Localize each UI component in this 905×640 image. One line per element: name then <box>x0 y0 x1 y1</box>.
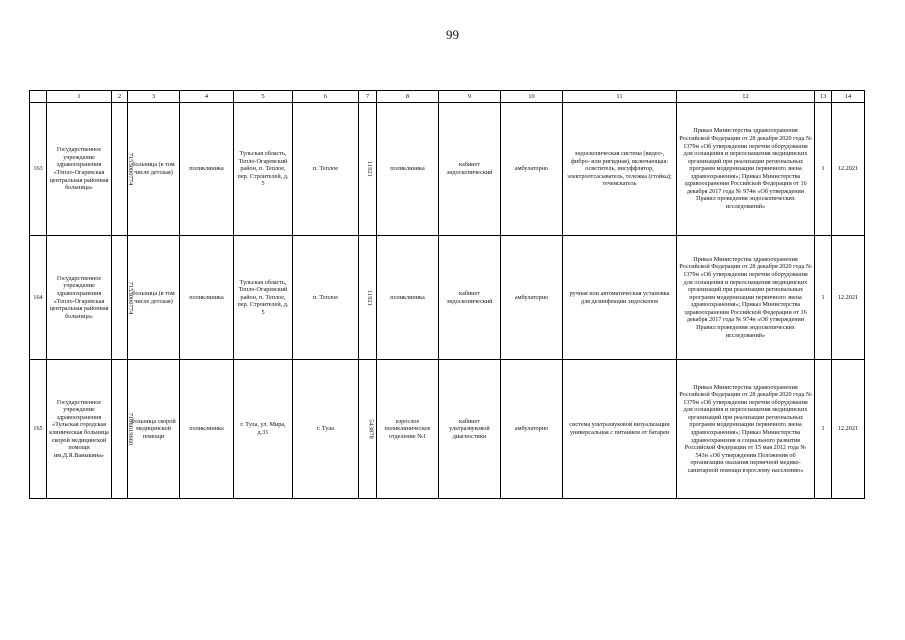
header-cell: 3 <box>128 91 180 103</box>
org-type-cell: больница (в том числе детская) <box>128 103 180 236</box>
room-cell: кабинет эндоскопический <box>439 103 501 236</box>
population-text: 11921 <box>365 289 373 306</box>
date-cell: 12.2021 <box>832 360 865 499</box>
quantity-cell: 1 <box>815 360 832 499</box>
population-text: 543878 <box>367 419 375 439</box>
header-cell: 5 <box>234 91 293 103</box>
header-cell: 7 <box>359 91 377 103</box>
population-cell <box>359 236 377 360</box>
basis-cell: Приказ Министерства здравоохранения Российской Федерации от 28 декабря 2020 года № 1379н «Об утверждении перечня оборудования для оснащения и переоснащения медицинских организаций при реализации региональных программ модернизации первичного звена здравоохранения»; Приказ Министерства здравоохранения и социального развития Российской Федерации от 15 мая 2012 года № 543н «Об утверждении Положения об организации оказания первичной медико-санитарной помощи взрослому населению» <box>677 360 815 499</box>
subdivision-cell: взрослое поликлиническое отделение №1 <box>377 360 439 499</box>
org-type-cell: больница скорой медицинской помощи <box>128 360 180 499</box>
population-cell <box>359 103 377 236</box>
header-cell: 1 <box>47 91 112 103</box>
date-cell: 12.2021 <box>832 103 865 236</box>
table-row <box>30 360 865 499</box>
quantity-cell: 1 <box>815 103 832 236</box>
header-cell: 12 <box>677 91 815 103</box>
header-cell: 10 <box>501 91 563 103</box>
header-cell: 13 <box>815 91 832 103</box>
header-cell: 6 <box>293 91 359 103</box>
room-cell: кабинет эндоскопический <box>439 236 501 360</box>
subdivision-cell: поликлиника <box>377 236 439 360</box>
header-row <box>30 91 865 103</box>
org-type-cell: больница (в том числе детская) <box>128 236 180 360</box>
equipment-cell: система ультразвуковой визуализации универсальная с питанием от батареи <box>563 360 677 499</box>
population-cell <box>359 360 377 499</box>
header-cell: 8 <box>377 91 439 103</box>
code-cell <box>112 103 135 236</box>
row-number: 163 <box>30 103 47 236</box>
institution-cell: Государственное учреждение здравоохранения «Тульская городская клиническая больница скорой медицинской помощи им.Д.Я.Ваныкина» <box>47 360 112 499</box>
care-type-cell: амбулаторно <box>501 236 563 360</box>
table-row <box>30 236 865 360</box>
page-number: 99 <box>446 27 459 42</box>
population-text: 11921 <box>365 160 373 177</box>
equipment-table <box>29 90 865 499</box>
institution-cell: Государственное учреждение здравоохранения «Тепло-Огаревская центральная районная больница» <box>47 236 112 360</box>
header-cell: 4 <box>180 91 234 103</box>
locality-cell: п. Теплое <box>293 103 359 236</box>
header-cell: 11 <box>563 91 677 103</box>
code-text: 7106019660 <box>127 412 135 446</box>
address-cell: Тульская область, Тепло-Огаревский район, п. Теплое, пер. Строителей, д. 5 <box>234 236 293 360</box>
quantity-cell: 1 <box>815 236 832 360</box>
room-cell: кабинет ультразвуковой диагностики <box>439 360 501 499</box>
basis-cell: Приказ Министерства здравоохранения Российской Федерации от 28 декабря 2020 года № 1379н «Об утверждении перечня оборудования для оснащения и переоснащения медицинских организаций при реализации региональных программ модернизации первичного звена здравоохранения»; Приказ Министерства здравоохранения Российской Федерации от 16 декабря 2017 года № 974н «Об утверждении Правил проведения эндоскопических исследований» <box>677 103 815 236</box>
address-cell: Тульская область, Тепло-Огаревский район, п. Теплое, пер. Строителей, д. 5 <box>234 103 293 236</box>
row-number: 165 <box>30 360 47 499</box>
care-type-cell: амбулаторно <box>501 360 563 499</box>
row-number: 164 <box>30 236 47 360</box>
code-text: 7153000774 <box>127 152 135 186</box>
unit-cell: поликлиника <box>180 103 234 236</box>
code-text: 7153000774 <box>127 281 135 314</box>
equipment-cell: ручная или автоматическая установка для дезинфекции эндоскопов <box>563 236 677 360</box>
locality-cell: п. Теплое <box>293 236 359 360</box>
address-cell: г. Тула, ул. Мира, д.31 <box>234 360 293 499</box>
header-cell-blank <box>30 91 47 103</box>
care-type-cell: амбулаторно <box>501 103 563 236</box>
equipment-cell: эндоскопическая система (видео-, фибро- или ригидная), включающая: осветитель, инсуффлятор, электроотсасыватель, тележка (стойка); течеискатель <box>563 103 677 236</box>
institution-cell: Государственное учреждение здравоохранения «Тепло-Огаревская центральная районная больница» <box>47 103 112 236</box>
header-cell: 9 <box>439 91 501 103</box>
locality-cell: г. Тула <box>293 360 359 499</box>
header-cell: 2 <box>112 91 128 103</box>
table-row <box>30 103 865 236</box>
basis-cell: Приказ Министерства здравоохранения Российской Федерации от 28 декабря 2020 года № 1379н «Об утверждении перечня оборудования для оснащения и переоснащения медицинских организаций при реализации региональных программ модернизации первичного звена здравоохранения»; Приказ Министерства здравоохранения Российской Федерации от 16 декабря 2017 года № 974н «Об утверждении Правил проведения эндоскопических исследований» <box>677 236 815 360</box>
date-cell: 12.2021 <box>832 236 865 360</box>
code-cell <box>112 236 135 360</box>
header-cell: 14 <box>832 91 865 103</box>
subdivision-cell: поликлиника <box>377 103 439 236</box>
unit-cell: поликлиника <box>180 360 234 499</box>
unit-cell: поликлиника <box>180 236 234 360</box>
code-cell <box>112 360 135 499</box>
